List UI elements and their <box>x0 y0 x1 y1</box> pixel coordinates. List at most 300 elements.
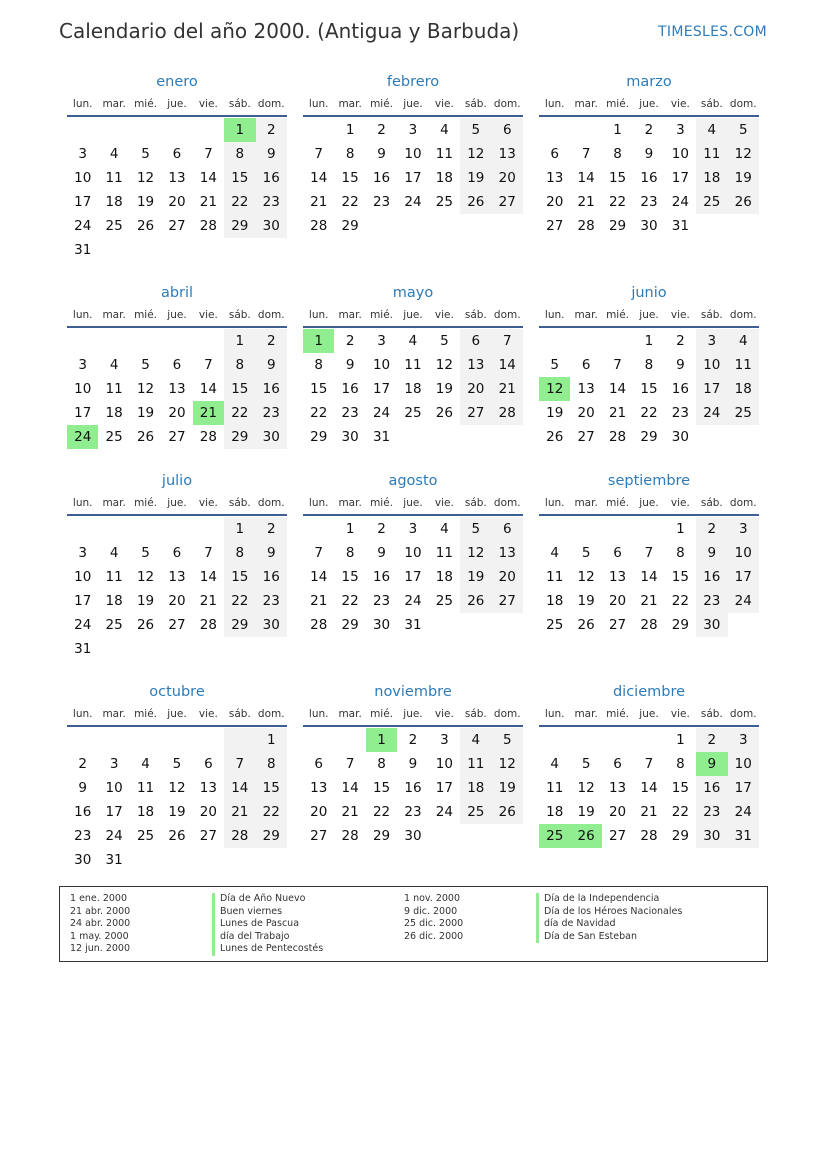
day-cell: 10 <box>74 569 92 585</box>
weekday-header <box>303 305 523 328</box>
day-cell: 11 <box>105 170 123 186</box>
empty-cell <box>193 118 224 142</box>
empty-cell <box>130 728 161 752</box>
day-cell: 9 <box>256 353 287 377</box>
day-cell: 11 <box>435 545 453 561</box>
empty-cell <box>161 118 192 142</box>
day-cell: 18 <box>136 804 155 820</box>
empty-cell <box>130 517 161 541</box>
day-cell: 4 <box>109 146 119 162</box>
day-grid <box>539 328 759 449</box>
day-cell: 23 <box>256 190 287 214</box>
day-cell: 16 <box>74 804 92 820</box>
empty-cell <box>728 214 759 238</box>
day-cell: 2 <box>408 732 418 748</box>
day-cell: 3 <box>676 122 685 138</box>
empty-cell <box>161 848 192 872</box>
weekday-label: vie. <box>434 98 454 110</box>
day-grid <box>303 117 523 238</box>
day-grid <box>67 516 287 661</box>
day-cell: 9 <box>676 357 685 373</box>
day-cell: 10 <box>404 545 422 561</box>
empty-cell <box>728 613 759 637</box>
day-cell: 10 <box>671 146 689 162</box>
day-cell: 17 <box>696 377 727 401</box>
day-cell: 12 <box>136 170 155 186</box>
weekday-label: jue. <box>167 98 187 110</box>
month-agosto <box>303 469 523 637</box>
day-cell: 27 <box>460 401 491 425</box>
day-cell: 27 <box>199 828 217 844</box>
weekday-label: mar. <box>574 497 598 509</box>
day-cell: 28 <box>199 617 217 633</box>
weekday-label: sáb. <box>700 497 723 509</box>
day-grid <box>67 328 287 449</box>
day-cell: 17 <box>671 170 689 186</box>
day-cell: 20 <box>492 166 523 190</box>
day-cell: 24 <box>74 218 92 234</box>
day-cell: 12 <box>136 569 155 585</box>
month-septiembre <box>539 469 759 637</box>
day-cell: 3 <box>696 329 727 353</box>
day-cell: 28 <box>492 401 523 425</box>
day-cell: 12 <box>460 142 491 166</box>
day-cell: 24 <box>435 804 453 820</box>
empty-cell <box>602 517 633 541</box>
empty-cell <box>303 118 334 142</box>
day-cell: 11 <box>546 780 564 796</box>
empty-cell <box>256 637 287 661</box>
day-cell: 25 <box>105 617 123 633</box>
weekday-label: mar. <box>338 309 362 321</box>
day-cell: 21 <box>224 800 255 824</box>
empty-cell <box>539 728 570 752</box>
day-cell: 24 <box>696 401 727 425</box>
weekday-label: lun. <box>72 497 93 509</box>
day-cell: 8 <box>345 146 355 162</box>
day-cell: 23 <box>341 405 359 421</box>
empty-cell <box>696 425 727 449</box>
day-cell: 20 <box>168 405 186 421</box>
day-cell: 8 <box>377 756 386 772</box>
day-cell: 19 <box>577 593 595 609</box>
weekday-label: mié. <box>606 98 630 110</box>
day-cell: 16 <box>256 377 287 401</box>
day-cell: 7 <box>581 146 591 162</box>
empty-cell <box>460 824 491 848</box>
day-cell: 26 <box>136 218 155 234</box>
legend-date: 21 abr. 2000 <box>70 905 131 917</box>
day-cell: 28 <box>224 824 255 848</box>
day-cell: 7 <box>492 329 523 353</box>
empty-cell <box>334 728 365 752</box>
day-cell: 17 <box>372 381 391 397</box>
empty-cell <box>130 238 161 262</box>
weekday-label: lun. <box>308 497 329 509</box>
day-cell: 15 <box>310 381 328 397</box>
day-cell: 19 <box>136 593 155 609</box>
holiday-legend <box>59 886 768 962</box>
month-name: julio <box>161 473 193 489</box>
day-cell: 6 <box>613 545 622 561</box>
legend-holiday-name: día de Navidad <box>536 918 682 931</box>
day-cell: 21 <box>199 194 217 210</box>
day-cell: 22 <box>640 405 658 421</box>
day-cell: 24 <box>74 617 92 633</box>
day-cell: 24 <box>404 194 422 210</box>
empty-cell <box>633 517 664 541</box>
day-cell: 13 <box>199 780 217 796</box>
weekday-label: dom. <box>729 497 757 509</box>
weekday-label: dom. <box>493 497 521 509</box>
day-cell: 25 <box>136 828 155 844</box>
day-cell: 14 <box>640 780 658 796</box>
day-cell: 6 <box>172 545 182 561</box>
day-cell: 12 <box>136 381 155 397</box>
legend-holiday-name: Día de Año Nuevo <box>212 893 323 906</box>
weekday-label: vie. <box>670 98 690 110</box>
day-cell: 28 <box>577 218 595 234</box>
day-cell: 7 <box>613 357 622 373</box>
day-cell: 3 <box>78 357 87 373</box>
day-cell: 29 <box>372 828 391 844</box>
legend-holiday-name: día del Trabajo <box>212 931 323 944</box>
day-cell: 27 <box>310 828 328 844</box>
day-cell: 15 <box>224 565 255 589</box>
empty-cell <box>492 613 523 637</box>
month-name: octubre <box>149 684 205 700</box>
day-cell: 23 <box>671 405 689 421</box>
day-cell: 13 <box>310 780 328 796</box>
day-cell: 6 <box>204 756 213 772</box>
day-cell: 24 <box>728 589 759 613</box>
weekday-label: lun. <box>544 98 565 110</box>
day-cell: 22 <box>608 194 627 210</box>
day-cell: 4 <box>109 545 119 561</box>
day-cell: 5 <box>141 545 150 561</box>
day-cell: 16 <box>671 381 689 397</box>
day-cell: 29 <box>224 613 255 637</box>
day-cell: 20 <box>310 804 328 820</box>
weekday-label: sáb. <box>464 708 487 720</box>
weekday-label: mar. <box>574 309 598 321</box>
day-cell: 9 <box>345 357 355 373</box>
weekday-label: jue. <box>403 309 423 321</box>
day-cell: 14 <box>492 353 523 377</box>
day-cell: 19 <box>168 804 186 820</box>
weekday-label: jue. <box>639 309 659 321</box>
day-cell: 29 <box>608 218 627 234</box>
weekday-label: vie. <box>198 98 218 110</box>
day-cell: 18 <box>546 593 564 609</box>
day-cell: 6 <box>460 329 491 353</box>
month-diciembre <box>539 680 759 848</box>
day-cell: 2 <box>256 329 287 353</box>
day-cell: 21 <box>492 377 523 401</box>
legend-date: 9 dic. 2000 <box>404 905 458 917</box>
weekday-label: jue. <box>639 98 659 110</box>
weekday-label: jue. <box>167 497 187 509</box>
day-cell: 29 <box>671 617 689 633</box>
day-cell: 30 <box>256 214 287 238</box>
empty-cell <box>303 517 334 541</box>
day-cell: 14 <box>199 170 217 186</box>
empty-cell <box>366 214 397 238</box>
day-cell: 13 <box>168 381 186 397</box>
day-cell: 30 <box>256 613 287 637</box>
day-cell: 15 <box>671 569 689 585</box>
weekday-label: lun. <box>308 98 329 110</box>
day-cell: 21 <box>310 593 328 609</box>
day-cell: 26 <box>570 824 601 848</box>
weekday-header <box>539 94 759 117</box>
day-cell: 17 <box>105 804 123 820</box>
day-cell: 16 <box>372 569 391 585</box>
day-cell: 8 <box>613 146 622 162</box>
day-cell: 5 <box>492 728 523 752</box>
day-cell: 29 <box>341 218 359 234</box>
day-cell: 14 <box>341 780 359 796</box>
empty-cell <box>193 517 224 541</box>
day-cell: 11 <box>105 569 123 585</box>
weekday-label: mié. <box>370 708 394 720</box>
day-cell: 15 <box>372 780 391 796</box>
day-cell: 3 <box>728 728 759 752</box>
day-cell: 25 <box>728 401 759 425</box>
day-cell: 26 <box>168 828 186 844</box>
day-cell: 25 <box>105 429 123 445</box>
month-abril <box>67 281 287 449</box>
day-cell: 25 <box>435 194 453 210</box>
empty-cell <box>193 238 224 262</box>
weekday-label: sáb. <box>228 708 251 720</box>
day-cell: 9 <box>377 146 386 162</box>
weekday-label: mar. <box>102 708 126 720</box>
day-cell: 4 <box>440 521 449 537</box>
weekday-label: vie. <box>670 708 690 720</box>
day-cell: 9 <box>644 146 654 162</box>
day-cell: 3 <box>78 545 87 561</box>
weekday-label: lun. <box>544 708 565 720</box>
weekday-label: mar. <box>574 98 598 110</box>
empty-cell <box>429 214 460 238</box>
weekday-label: mar. <box>574 708 598 720</box>
day-cell: 22 <box>224 190 255 214</box>
brand-link[interactable]: TIMESLES.COM <box>658 24 767 40</box>
day-cell: 17 <box>74 593 92 609</box>
weekday-label: vie. <box>198 309 218 321</box>
weekday-label: vie. <box>434 309 454 321</box>
empty-cell <box>570 728 601 752</box>
empty-cell <box>602 329 633 353</box>
day-cell: 4 <box>696 118 727 142</box>
day-cell: 20 <box>492 565 523 589</box>
day-cell: 21 <box>199 593 217 609</box>
day-cell: 26 <box>546 429 564 445</box>
empty-cell <box>67 517 98 541</box>
weekday-header <box>67 305 287 328</box>
day-cell: 26 <box>577 617 595 633</box>
empty-cell <box>492 214 523 238</box>
day-cell: 23 <box>404 804 422 820</box>
day-cell: 4 <box>141 756 150 772</box>
day-cell: 2 <box>256 517 287 541</box>
legend-names-right <box>536 893 682 943</box>
day-cell: 13 <box>168 569 186 585</box>
day-cell: 2 <box>345 333 355 349</box>
day-cell: 4 <box>550 545 559 561</box>
day-cell: 8 <box>224 353 255 377</box>
day-cell: 27 <box>546 218 564 234</box>
day-cell: 26 <box>460 589 491 613</box>
day-cell: 10 <box>74 381 92 397</box>
weekday-label: jue. <box>639 708 659 720</box>
weekday-header <box>539 704 759 727</box>
day-cell: 30 <box>256 425 287 449</box>
day-cell: 30 <box>696 613 727 637</box>
day-cell: 5 <box>172 756 182 772</box>
empty-cell <box>539 329 570 353</box>
weekday-header <box>303 94 523 117</box>
empty-cell <box>397 214 428 238</box>
day-cell: 10 <box>728 541 759 565</box>
month-name: junio <box>631 285 667 301</box>
month-mayo <box>303 281 523 449</box>
day-cell: 16 <box>341 381 359 397</box>
empty-cell <box>67 329 98 353</box>
day-cell: 4 <box>550 756 559 772</box>
day-cell: 17 <box>728 565 759 589</box>
day-cell: 19 <box>136 405 155 421</box>
day-cell: 17 <box>404 170 422 186</box>
day-cell: 22 <box>224 401 255 425</box>
weekday-label: jue. <box>167 708 187 720</box>
day-cell: 31 <box>404 617 422 633</box>
day-grid <box>303 516 523 637</box>
weekday-label: dom. <box>493 98 521 110</box>
day-cell: 25 <box>435 593 453 609</box>
day-cell: 4 <box>460 728 491 752</box>
empty-cell <box>224 637 255 661</box>
weekday-label: mar. <box>102 309 126 321</box>
day-cell: 1 <box>224 118 255 142</box>
empty-cell <box>161 637 192 661</box>
day-cell: 21 <box>193 401 224 425</box>
day-cell: 26 <box>460 190 491 214</box>
day-cell: 3 <box>408 122 418 138</box>
day-cell: 26 <box>492 800 523 824</box>
day-cell: 28 <box>310 617 328 633</box>
day-cell: 29 <box>341 617 359 633</box>
empty-cell <box>130 118 161 142</box>
day-cell: 24 <box>105 828 123 844</box>
legend-holiday-name: Día de la Independencia <box>536 893 682 906</box>
day-cell: 12 <box>577 569 595 585</box>
weekday-label: sáb. <box>228 98 251 110</box>
weekday-label: vie. <box>434 497 454 509</box>
day-cell: 7 <box>644 756 654 772</box>
day-cell: 22 <box>341 593 359 609</box>
day-cell: 18 <box>105 593 123 609</box>
day-cell: 4 <box>728 329 759 353</box>
empty-cell <box>224 848 255 872</box>
day-cell: 12 <box>492 752 523 776</box>
day-cell: 27 <box>608 828 627 844</box>
day-cell: 15 <box>224 166 255 190</box>
day-cell: 2 <box>377 122 386 138</box>
day-cell: 24 <box>404 593 422 609</box>
weekday-label: lun. <box>308 309 329 321</box>
day-cell: 23 <box>256 401 287 425</box>
day-cell: 16 <box>640 170 658 186</box>
day-cell: 19 <box>460 565 491 589</box>
day-cell: 3 <box>440 732 449 748</box>
day-cell: 21 <box>341 804 359 820</box>
day-cell: 5 <box>581 545 591 561</box>
weekday-label: mié. <box>134 708 158 720</box>
day-cell: 1 <box>256 728 287 752</box>
day-cell: 22 <box>256 800 287 824</box>
day-cell: 8 <box>345 545 355 561</box>
day-cell: 4 <box>408 333 418 349</box>
day-cell: 7 <box>314 545 323 561</box>
day-cell: 10 <box>404 146 422 162</box>
empty-cell <box>492 824 523 848</box>
day-cell: 1 <box>613 122 622 138</box>
day-cell: 19 <box>728 166 759 190</box>
weekday-label: sáb. <box>228 497 251 509</box>
weekday-label: mar. <box>102 497 126 509</box>
day-cell: 22 <box>310 405 328 421</box>
day-cell: 18 <box>105 405 123 421</box>
day-cell: 9 <box>696 752 727 776</box>
weekday-label: dom. <box>257 98 285 110</box>
weekday-label: mié. <box>370 497 394 509</box>
empty-cell <box>539 118 570 142</box>
day-cell: 8 <box>256 752 287 776</box>
empty-cell <box>397 425 428 449</box>
day-cell: 9 <box>78 780 87 796</box>
day-cell: 1 <box>644 333 654 349</box>
weekday-label: mié. <box>606 309 630 321</box>
legend-dates-right <box>404 893 463 943</box>
day-cell: 27 <box>577 429 595 445</box>
weekday-label: mar. <box>338 98 362 110</box>
day-cell: 31 <box>671 218 689 234</box>
weekday-label: lun. <box>72 98 93 110</box>
month-name: enero <box>156 74 198 90</box>
weekday-label: mar. <box>338 497 362 509</box>
day-cell: 10 <box>74 170 92 186</box>
day-cell: 1 <box>676 732 685 748</box>
day-cell: 19 <box>435 381 453 397</box>
day-cell: 5 <box>440 333 449 349</box>
day-cell: 3 <box>728 517 759 541</box>
day-cell: 19 <box>136 194 155 210</box>
day-cell: 22 <box>341 194 359 210</box>
day-cell: 6 <box>613 756 622 772</box>
weekday-label: dom. <box>257 708 285 720</box>
day-cell: 2 <box>676 333 685 349</box>
day-cell: 11 <box>460 752 491 776</box>
legend-date: 12 jun. 2000 <box>70 943 131 955</box>
empty-cell <box>193 848 224 872</box>
day-cell: 19 <box>546 405 564 421</box>
empty-cell <box>130 329 161 353</box>
day-cell: 18 <box>460 776 491 800</box>
empty-cell <box>67 118 98 142</box>
day-grid <box>303 328 523 449</box>
